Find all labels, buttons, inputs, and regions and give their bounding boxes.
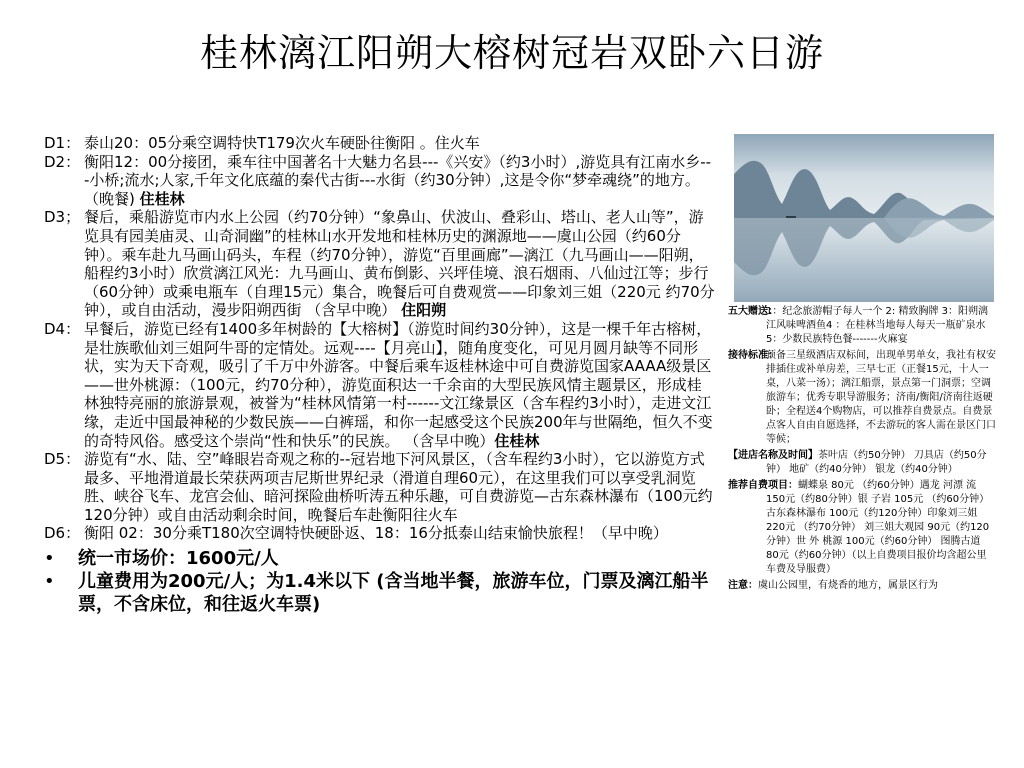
day-6	[44, 524, 716, 543]
optional-tours-note	[728, 479, 996, 577]
child-price-bullet: • 儿童费用为200元/人；为1.4米以下 (含当地半餐，旅游车位，门票及漓江船半票，不含床位，和往返火车票)	[44, 570, 716, 616]
note-text: 蝴蝶泉 80元 （约60分钟）遇龙 河漂 流 150元（约80分钟）银 子岩 105元 （约60分钟） 古东森林瀑布 100元（约120分钟）印象刘三姐 220元 （约70分钟） 刘三姐大观园 90元（约120分钟）世 外 桃源 100元（约60分钟） 图腾古道 80元（约60分钟）（以上自费项目报价均含超公里车费及导服费）	[766, 480, 990, 575]
note-label: 【进店名称及时间】	[728, 450, 818, 461]
page-title: 桂林漓江阳朔大榕树冠岩双卧六日游	[199, 31, 824, 75]
bullet-icon	[44, 570, 55, 593]
day-label: D4：	[44, 319, 81, 338]
note-text: 1：纪念旅游帽子每人一个 2: 精致胸牌 3：阳朔漓江风味啤酒鱼4 ：在桂林当地每人每天一瓶矿泉水 5：少数民族特色餐-------火麻宴	[766, 306, 988, 345]
day-label: D3；	[44, 208, 81, 227]
day-4	[44, 320, 716, 450]
bullet-icon	[44, 547, 55, 570]
day-2	[44, 153, 716, 209]
day-label: D1：	[44, 134, 81, 152]
day-lodging: 住桂林	[139, 189, 185, 208]
day-text: 泰山20：05分乘空调特快T179次火车硬卧往衡阳 。住火车	[84, 134, 480, 152]
day-label: D6：	[44, 524, 81, 543]
note-label: 五大赠送：	[728, 306, 778, 317]
attention-note	[728, 579, 996, 593]
note-text: 虞山公园里，有烧香的地方，属景区行为	[758, 580, 938, 591]
note-text: 茶叶店（约50分钟） 刀具店（约50分钟） 地矿（约40分钟） 银龙（约40分钟）	[766, 450, 987, 475]
day-text: 衡阳 02：30分乘T180次空调特快硬卧返、18：16分抵泰山结束愉快旅程！（早中晚）	[84, 524, 668, 543]
day-text: 早餐后，游览已经有1400多年树龄的【大榕树】（游览时间约30分钟），这是一棵千年古榕树，是壮族歌仙刘三姐阿牛哥的定情处。远观----【月亮山】，随角度变化，可见月圆月缺等不同形状，实为天下奇观，吸引了千万中外游客。中餐后乘车返桂林途中可自费游览国家AAAA级景区——世外桃源：（100元，约70分种），游览面积达一千余亩的大型民族风情主题景区，形成桂林独特亮丽的旅游景观，被誉为“桂林风情第一村------文江缘景区（含车程约3小时），走进文江缘，走近中国最神秘的少数民族——白裤瑶，和你一起感受这个民族200年与世隔绝，恒久不变的奇特风俗。感受这个崇尚“性和快乐”的民族。 （含早中晚）	[84, 319, 713, 450]
standards-note	[728, 349, 996, 447]
gifts-note	[728, 305, 996, 347]
shops-note	[728, 449, 996, 477]
note-label: 接待标准：	[728, 350, 778, 361]
day-text: 游览有“水、陆、空”峰眼岩奇观之称的--冠岩地下河风景区，（含车程约3小时），它以游览方式最多、平地滑道最长荣获两项吉尼斯世界纪录（滑道自理60元），在这里我们可以享受乳洞览胜、峡谷飞车、龙宫会仙、暗河探险曲桥听涛五种乐趣，可自费游览—古东森林瀑布（100元约120分钟）或自由活动剩余时间，晚餐后车赴衡阳往火车	[84, 450, 713, 524]
note-label: 推荐自费项目：	[728, 480, 798, 491]
note-text: 预备三星级酒店双标间，出现单男单女，我社有权安排插住或补单房差，三早七正（正餐15元，十人一桌，八菜一汤）；漓江船票，景点第一门洞票；空调旅游车；优秀专职导游服务；济南/衡阳/济南往返硬卧；全程送4个购物店，可以推荐自费景点。自费景点客人自由自愿选择，不去游玩的客人需在景区门口等候；	[766, 350, 996, 445]
day-label: D5：	[44, 450, 81, 469]
price-bullet: • 统一市场价：1600元/人	[44, 547, 716, 570]
day-3	[44, 208, 716, 320]
notes-sidebar	[728, 305, 996, 595]
day-lodging: 住桂林	[494, 431, 540, 450]
day-lodging: 住阳朔	[401, 301, 447, 320]
day-text: 衡阳12：00分接团，乘车往中国著名十大魅力名县---《兴安》（约3小时）,游览具有江南水乡---小桥;流水;人家,千年文化底蕴的秦代古街---水街（约30分钟）,这是令你“梦牵魂绕”的地方。 （晚餐)	[84, 152, 712, 208]
day-1	[44, 134, 716, 153]
itinerary	[44, 134, 716, 616]
landscape-photo	[734, 134, 994, 302]
note-label: 注意：	[728, 580, 758, 591]
day-label: D2：	[44, 152, 81, 171]
day-text: 餐后，乘船游览市内水上公园（约70分钟）“象鼻山、伏波山、叠彩山、塔山、老人山等”，游览具有园美庙灵、山奇洞幽”的桂林山水开发地和桂林历史的渊源地——虞山公园（约60分钟）。乘车赴九马画山码头，车程（约70分钟），游览“百里画廊”—漓江（九马画山——阳朔，船程约3小时）欣赏漓江风光：九马画山、黄布倒影、兴坪佳境、浪石烟雨、八仙过江等；步行（60分钟）或乘电瓶车（自理15元）集合，晚餐后可自费观赏——印象刘三姐（220元 约70分钟），或自由活动，漫步阳朔西街 （含早中晚）	[84, 208, 715, 320]
day-5	[44, 450, 716, 524]
